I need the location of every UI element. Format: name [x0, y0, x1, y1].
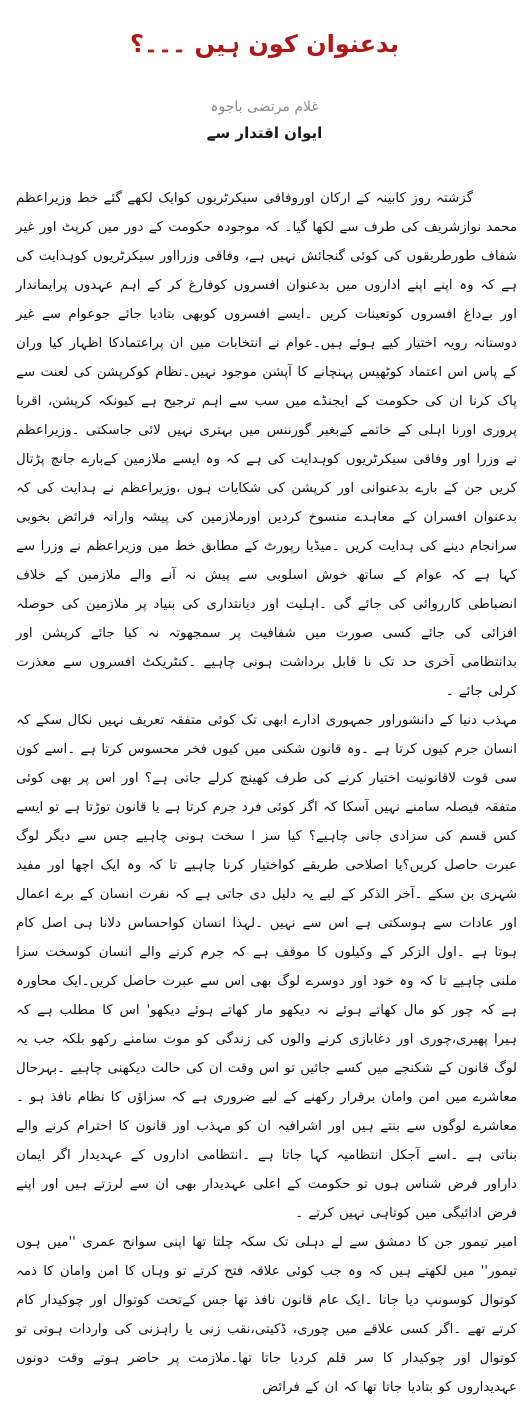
paragraph: مہذب دنیا کے دانشوراور جمہوری ادارے ابھی تک کوئی متفقہ تعریف نہیں نکال سکے کہ انسان جرم کیوں کرتا ہے ۔وہ قانون شکنی میں کیوں فخر محسوس کرتا ہے ۔اسے کون سی قوت لاقانونیت اختیار کرنے کی طرف کھینچ کرلے جاتی ہے؟ اور اس پر بھی کوئی متفقہ فیصلہ سامنے نہیں آسکا کہ اگر کوئی فرد جرم کرتا ہے یا قانون توڑتا ہے تو ایسے کس قسم کی سزادی جانی چاہیے؟ کیا سز ا سخت ہونی چاہیے جس سے دیگر لوگ عبرت حاصل کریں؟یا اصلاحی طریقے کواختیار کرنا چاہیے تا کہ وہ ایک اچھا اور مفید شہری بن سکے ۔آخر الذکر کے لیے یہ دلیل دی جاتی ہے کہ نفرت انسان کے برے اعمال اور عادات سے ہوسکتی ہے اس سے نہیں ۔لہذا انسان کواحساس دلانا ہی اصل کام ہوتا ہے ۔اول الزکر کے وکیلوں کا موقف ہے کہ جرم کرنے والے انسان کوسخت سزا ملنی چاہیے تا کہ وہ خود اور دوسرے لوگ بھی اس سے عبرت حاصل کریں۔ایک محاورہ ہے کہ چور کو مال کھاتے ہوئے نہ دیکھو مار کھاتے ہوئے دیکھو' اس کا مطلب ہے کہ ہیرا پھیری،چوری اور دغابازی کرنے والوں کی زندگی کو موت سامنے رکھو بلکہ جب یہ لوگ قانون کے شکنجے میں کسے جائیں تو اس وقت ان کی حالت دیکھنی چاہیے ۔بہرحال معاشرے میں امن وامان برقرار رکھنے کے لیے ضروری ہے کہ سزاؤں کا نظام نافذ ہو ۔معاشرے لوگوں سے بنتے ہیں اور اشرافیہ ان کو مہذب اور قانون کا احترام کرنے والے بناتی ہے ۔اسے آجکل انتظامیہ کہا جاتا ہے ۔انتظامی اداروں کے عہدیدار اگر ایمان داراور فرض شناس ہوں تو حکومت کے اعلی عہدیدار بھی ان سے لرزتے ہیں اور اپنے فرض ادائیگی میں کوتاہی نہیں کرتے ۔ [16, 713, 517, 1221]
paragraph: امیر تیمور جن کا دمشق سے لے دہلی تک سکہ چلتا تھا اپنی سوانح عمری ''میں ہوں تیمور'' میں لکھتے ہیں کہ وہ جب کوئی علاقہ فتح کرتے تو وہاں کا امن وامان کا ذمہ کوتوال کوسونپ دیا جاتا ۔ایک عام قانون نافذ تھا جس کےتحت کوتوال اور چوکیدار کام کرتے تھے ۔اگر کسی علاقے میں چوری، ڈکیتی،نقب زنی یا راہزنی کی واردات ہوتی تو کوتوال اور چوکیدار کا سر قلم کردیا جاتا تھا۔ملازمت پر حاضر ہوتے وقت دونوں عہدیداروں کو بتادیا جاتا تھا کہ ان کے فرائض [16, 1235, 517, 1395]
column-name: ایوان اقتدار سے [206, 124, 323, 142]
article-title: بدعنوان کون ہیں ۔۔۔؟ [130, 30, 399, 59]
paragraph: گزشتہ روز کابینہ کے ارکان اوروفاقی سیکرٹریوں کوایک لکھے گئے خط وزیراعظم محمد نوازشریف کی طرف سے لکھا گیا۔ کہ موجودہ حکومت کے دور میں کرپٹ اور غیر شفاف طورطریقوں کی کوئی گنجائش نہیں ہے، وفاقی وزرااور سیکرٹریوں کوہدایت کی ہے کہ وہ اپنے اپنے اداروں میں بدعنوان افسروں کوفارغ کر کے اہم عہدوں پرایماندار اور بےداغ افسروں کوتعینات کریں ۔ایسے افسروں کوبھی بتادیا جائے جوعوام سے غیر دوستانہ رویہ اختیار کیے ہوئے ہیں۔عوام نے انتخابات میں ان پراعتمادکا اظہار کیا وران کے پاس اس اعتماد کوٹھیس پہنچانے کا آپشن موجود نہیں۔نظام کوکرپشن کی لعنت سے پاک کرنا ان کی حکومت کے ایجنڈے میں سب سے اہم ترجیح ہے کیونکہ کرپشن، اقربا پروری اورنا اہلی کے خاتمے کےبغیر گورننس میں بہتری نہیں لائی جاسکتی ۔وزیراعظم نے وزرا اور وفاقی سیکرٹریوں کوہدایت کی ہے کہ وہ ایسے ملازمین کےبارے جانچ پڑتال کریں جن کے بارے بدعنوانی اور کرپشن کی شکایات ہوں ،وزیراعظم نے ہدایت کی کہ بدعنوان افسران کے معاہدے منسوخ کردیں اورملازمین کی پیشہ وارانہ فرائض بخوبی سرانجام دینے کی ہدایت کریں ۔میڈیا رپورٹ کے مطابق خط میں وزیراعظم نے وزرا سے کہا ہے کہ عوام کے ساتھ خوش اسلوبی سے پیش نہ آنے والے ملازمین کے خلاف انضباطی کارروائی کی جائے گی ۔اہلیت اور دیانتداری کی بنیاد پر ملازمین کی حوصلہ افزائی کی جائے کسی صورت میں شفافیت پر سمجھوتہ نہ کیا جائے کرپشن اور بدانتظامی آخری حد تک نا قابل برداشت ہونی چاہیے ۔کنٹریکٹ افسروں سے معذرت کرلی جائے ۔ [16, 191, 517, 699]
author-name: غلام مرتضی باجوہ [210, 99, 319, 115]
article-body [16, 184, 517, 1402]
